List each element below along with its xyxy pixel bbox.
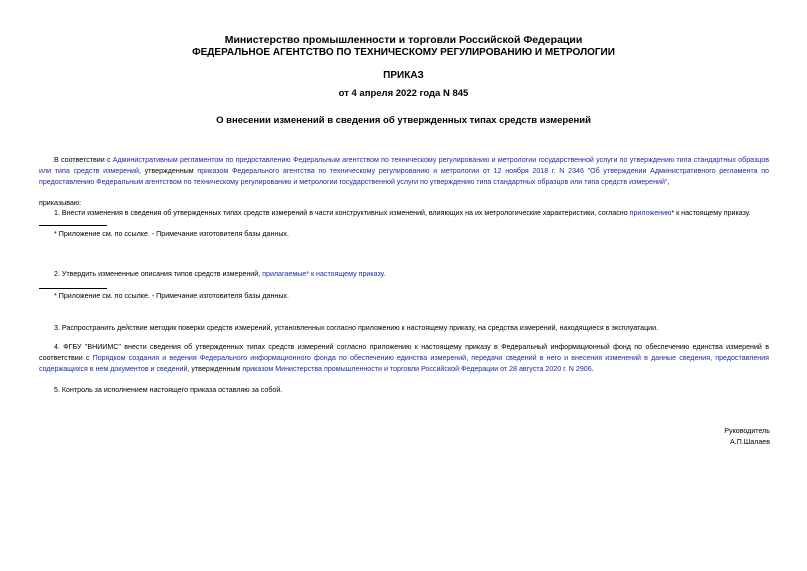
order-2346-link[interactable]: приказом Федерального агентства по техническому регулированию и метрологии от 12 ноября 2018 г. N 2346 "Об утверждении Административного регламента по предоставлению Федеральным агентством по техническому регулированию и метрологии государственной услуги по утверждению типа стандартных образцов или типа средств измерений" [39,167,769,186]
signatory-name: А.П.Шалаев [729,438,770,446]
footnote-rule-1 [39,225,107,226]
agency-heading: ФЕДЕРАЛЬНОЕ АГЕНТСТВО ПО ТЕХНИЧЕСКОМУ РЕГУЛИРОВАНИЮ И МЕТРОЛОГИИ [192,47,615,58]
item-1-after: * к настоящему приказу. [671,209,751,217]
attached-link[interactable]: прилагаемые [262,270,307,278]
item-2-after[interactable]: * к настоящему приказу. [306,270,386,278]
doc-type-heading: ПРИКАЗ [383,70,424,81]
item-3: 3. Распространить действие методик поверки средств измерений, установленных согласно приложению к настоящему приказу, на средства измерений, находящиеся в эксплуатации. [54,324,659,332]
appendix-link[interactable]: приложению [629,209,672,217]
item-4-text-3: . [591,365,594,373]
item-1 [54,208,774,219]
intro-text-3: , [667,178,670,186]
item-2-text: 2. Утвердить измененные описания типов средств измерений, [54,270,263,278]
signatory-title: Руководитель [724,427,770,435]
regulation-link[interactable]: Административным регламентом по предоставлению Федеральным агентством по техническому регулированию и метрологии государственной услуги по утверждению типа стандартных образцов или типа средств измерений [39,156,770,175]
item-2 [54,269,774,280]
footnote-2: * Приложение см. по ссылке. - Примечание изготовителя базы данных. [54,292,289,300]
intro-paragraph [39,155,769,188]
item-4-text-2: , утвержденным [187,365,243,373]
item-4-text-1: 4. ФГБУ "ВНИИМС" внести сведения об утвержденных типах средств измерений согласно приложению к настоящему приказу в Федеральный информационный фонд по обеспечению единства измерений в соответствии с [39,343,769,362]
item-4 [39,342,769,375]
footnote-rule-2 [39,288,107,289]
item-5: 5. Контроль за исполнением настоящего приказа оставляю за собой. [54,386,283,394]
doc-subject: О внесении изменений в сведения об утвержденных типах средств измерений [216,115,591,126]
fund-procedure-link[interactable]: Порядком создания и ведения Федерального информационного фонда по обеспечению единства измерений, передачи сведений в него и внесения изменений в данные сведения, предоставления содержащихся в нем документов и сведений [39,354,770,373]
date-number: от 4 апреля 2022 года N 845 [338,88,469,99]
item-1-text: 1. Внести изменения в сведения об утвержденных типах средств измерений в части конструктивных изменений, влияющих на их метрологические характеристики, согласно [54,209,630,217]
intro-text-2: , утвержденным [138,167,198,175]
footnote-1: * Приложение см. по ссылке. - Примечание изготовителя базы данных. [54,230,289,238]
intro-text-1: В соответствии с [54,156,113,164]
ministry-heading: Министерство промышленности и торговли Российской Федерации [224,34,583,46]
order-word: приказываю: [39,199,82,207]
order-2906-link[interactable]: приказом Министерства промышленности и торговли Российской Федерации от 28 августа 2020 г. N 2906 [242,365,592,373]
